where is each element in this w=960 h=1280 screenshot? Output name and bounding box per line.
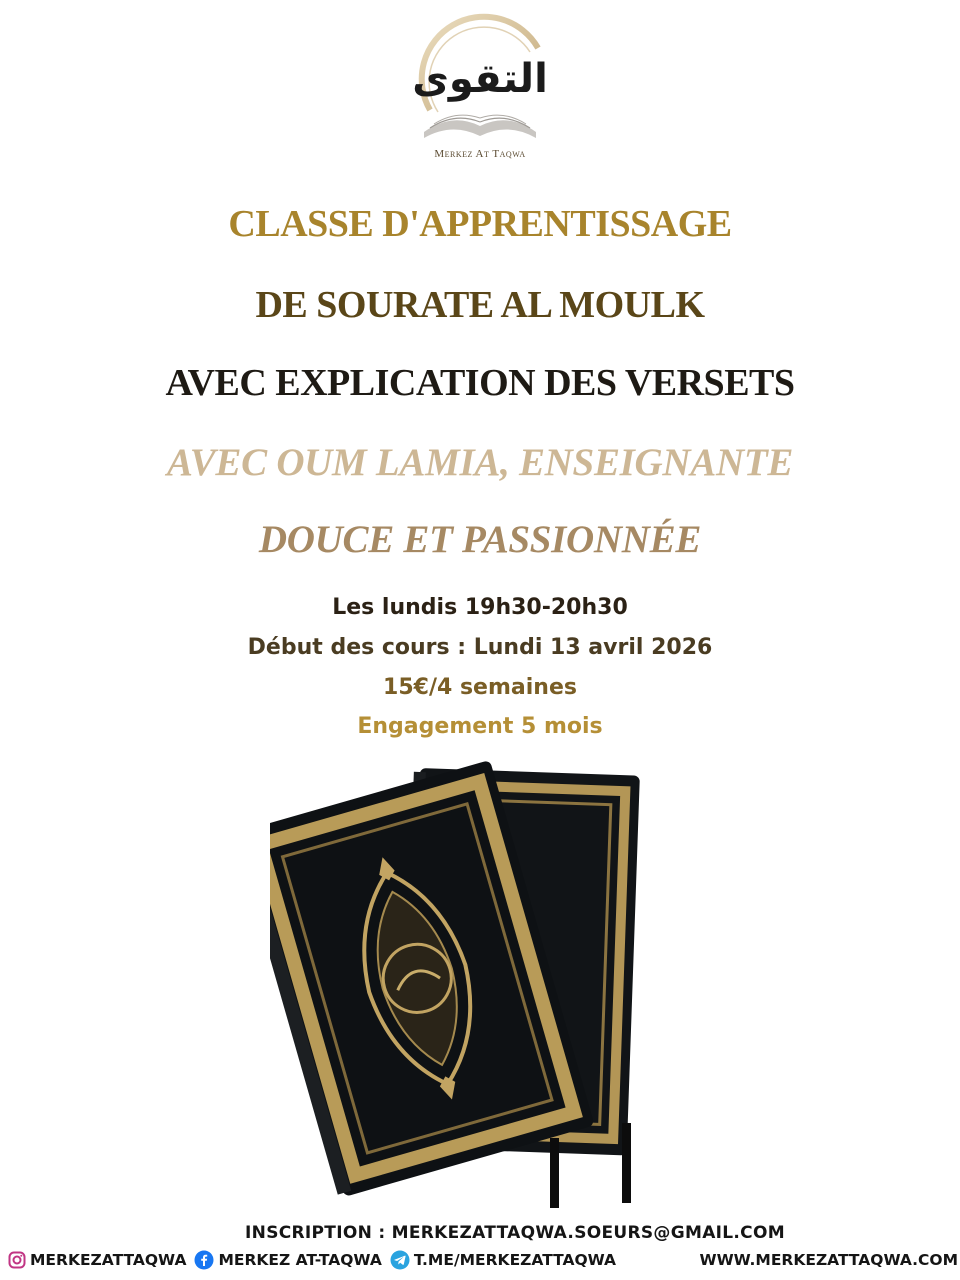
instagram-handle: MERKEZATTAQWA: [30, 1251, 187, 1269]
quran-books-image: [270, 748, 670, 1218]
social-footer: [8, 1248, 958, 1272]
telegram-handle: T.ME/MERKEZATTAQWA: [413, 1251, 617, 1269]
website-url: WWW.MERKEZATTAQWA.COM: [699, 1251, 958, 1269]
telegram-link[interactable]: [390, 1250, 616, 1270]
brand-logo: [400, 0, 560, 170]
price-text: 15€/4 semaines: [383, 675, 577, 700]
commitment-text: Engagement 5 mois: [357, 714, 603, 739]
title-line-2: DE SOURATE AL MOULK: [255, 284, 705, 326]
title-line-1: CLASSE D'APPRENTISSAGE: [228, 203, 732, 245]
logo-emblem: [400, 0, 560, 150]
teacher-line-1: AVEC OUM LAMIA, ENSEIGNANTE: [166, 441, 794, 484]
facebook-handle: MERKEZ AT-TAQWA: [218, 1251, 382, 1269]
teacher-line-2: DOUCE ET PASSIONNÉE: [258, 518, 702, 561]
instagram-icon: [8, 1251, 26, 1269]
telegram-icon: [390, 1250, 410, 1270]
start-date-text: Début des cours : Lundi 13 avril 2026: [247, 635, 713, 660]
facebook-icon: [194, 1250, 214, 1270]
inscription-text: INSCRIPTION : MERKEZATTAQWA.SOEURS@GMAIL.COM: [245, 1223, 785, 1243]
website-link[interactable]: [699, 1251, 958, 1269]
instagram-link[interactable]: [8, 1251, 186, 1269]
facebook-link[interactable]: [194, 1250, 381, 1270]
title-line-3: AVEC EXPLICATION DES VERSETS: [165, 362, 795, 404]
schedule-text: Les lundis 19h30-20h30: [332, 595, 628, 620]
brand-arabic-text: التقوى: [412, 56, 548, 102]
brand-name: Merkez At Taqwa: [434, 148, 526, 160]
